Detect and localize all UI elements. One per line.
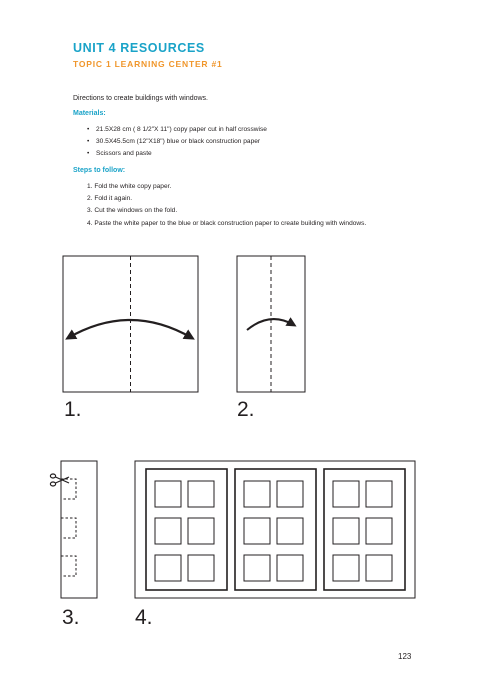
list-item: 3. Cut the windows on the fold. xyxy=(87,207,178,215)
figure-label-2: 2. xyxy=(237,398,255,421)
figure-label-4: 4. xyxy=(135,606,153,629)
intro-text: Directions to create buildings with windows. xyxy=(73,95,209,102)
figure-2-paper xyxy=(237,256,305,392)
figure-1-paper xyxy=(63,256,198,392)
list-item: • 30.5X45.5cm (12"X18") blue or black construction paper xyxy=(87,136,267,148)
topic-title: TOPIC 1 LEARNING CENTER #1 xyxy=(73,59,223,69)
window-cutouts xyxy=(61,479,76,576)
figure-label-1: 1. xyxy=(64,398,82,421)
list-item: 4. Paste the white paper to the blue or black construction paper to create building with windows. xyxy=(87,219,367,227)
page-number: 123 xyxy=(398,652,412,661)
list-item: 2. Fold it again. xyxy=(87,195,133,203)
figure-3-paper xyxy=(50,461,97,598)
figure-label-3: 3. xyxy=(62,606,80,629)
list-item: • Scissors and paste xyxy=(87,148,267,160)
scissors-icon xyxy=(50,474,69,486)
figure-4-building xyxy=(135,461,415,598)
list-item: 1. Fold the white copy paper. xyxy=(87,183,172,190)
materials-heading: Materials: xyxy=(73,110,106,117)
unit-title: UNIT 4 RESOURCES xyxy=(73,41,205,55)
steps-heading: Steps to follow: xyxy=(73,167,126,174)
list-item: • 21.5X28 cm ( 8 1/2"X 11") copy paper cut in half crosswise xyxy=(87,124,267,136)
